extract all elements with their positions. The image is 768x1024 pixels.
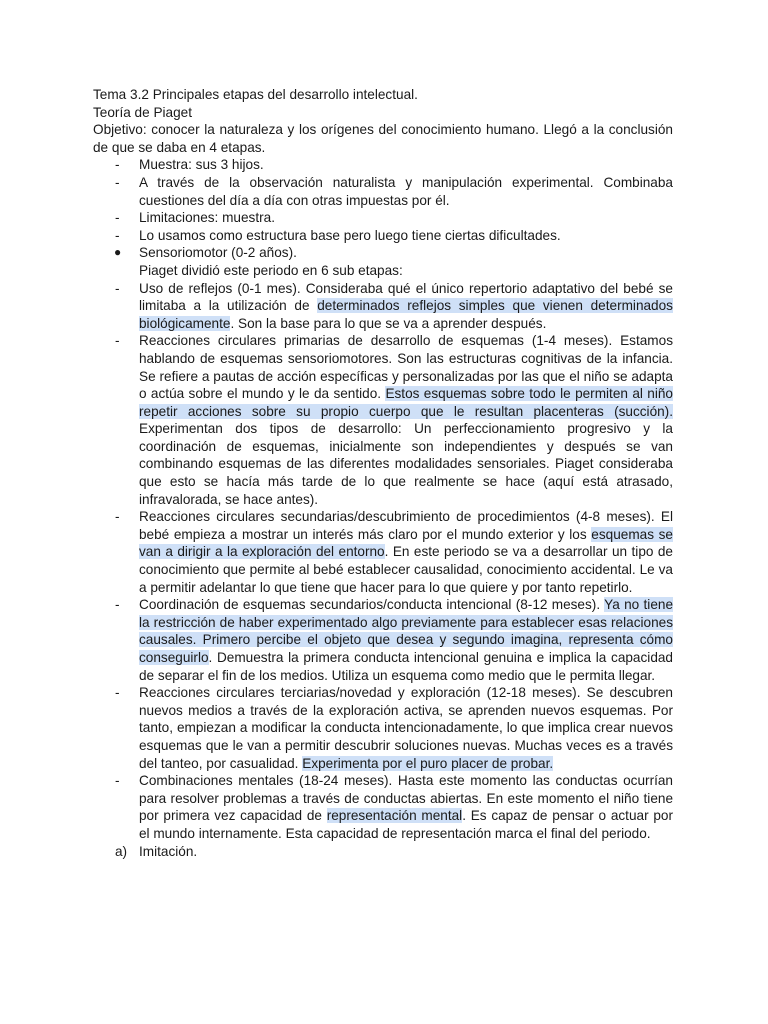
substage-text: Reacciones circulares terciarias/novedad y exploración (12-18 meses). Se descubren nuevos medios a través de la exploración activa, se aprenden nuevos esquemas. Por tanto, empiezan a modificar la conducta intencionadamente, lo que implica crear nuevos esquemas que le van a permitir descubrir soluciones nuevas. Muchas veces es a través del tanteo, por casualidad. — [139, 685, 673, 771]
dash-marker: - — [115, 685, 120, 701]
highlighted-text: Experimenta por el puro placer de probar. — [302, 755, 554, 771]
list-item — [93, 174, 673, 209]
dash-marker: - — [115, 174, 120, 190]
substage-text: Reacciones circulares primarias de desarrollo de esquemas (1-4 meses). Estamos hablando de esquemas sensoriomotores. Son las estructuras cognitivas de la infancia. Se refiere a pautas de acción específicas y personalizadas por las que el niño se adapta o actúa sobre el mundo y le da sentido. — [139, 333, 673, 402]
substage-item — [93, 596, 673, 684]
list-item-text: Limitaciones: muestra. — [139, 210, 275, 226]
list-item-text: A través de la observación naturalista y manipulación experimental. Combinaba cuestiones del día a día con otras impuestas por él. — [139, 174, 673, 208]
substage-item — [93, 772, 673, 842]
lettered-item-text: Imitación. — [139, 843, 198, 859]
bullet-marker: ● — [114, 245, 122, 260]
objective-paragraph: Objetivo: conocer la naturaleza y los orígenes del conocimiento humano. Llegó a la conclusión de que se daba en 4 etapas. — [93, 122, 673, 155]
dash-marker: - — [115, 157, 120, 173]
substage-text: Coordinación de esquemas secundarios/conducta intencional (8-12 meses). — [139, 597, 605, 613]
stage-note: Piaget dividió este periodo en 6 sub etapas: — [139, 262, 403, 278]
list-item — [93, 209, 673, 227]
substage-item — [93, 508, 673, 596]
dash-marker: - — [115, 509, 120, 525]
stage-item — [93, 244, 673, 279]
dash-marker: - — [115, 280, 120, 296]
stage-title: Sensoriomotor (0-2 años). — [139, 245, 297, 261]
dash-marker: - — [115, 773, 120, 789]
dash-marker: - — [115, 597, 120, 613]
substage-text: Reacciones circulares secundarias/descubrimiento de procedimientos (4-8 meses). El bebé empieza a mostrar un interés más claro por el mundo exterior y los — [139, 509, 673, 542]
dash-marker: - — [115, 210, 120, 226]
substage-text: Experimentan dos tipos de desarrollo: Un perfeccionamiento progresivo y la coordinación de esquemas, inicialmente son independientes y después se van combinando esquemas de las diferentes modalidades sensoriales. Piaget consideraba que esto se hacía más tarde de lo que realmente se hace (aquí está atrasado, infravalorada, se hace antes). — [139, 421, 673, 507]
lettered-item — [93, 843, 673, 861]
substage-item — [93, 280, 673, 333]
dash-marker: - — [115, 227, 120, 243]
substage-list — [93, 280, 673, 843]
dash-marker: - — [115, 333, 120, 349]
list-item — [93, 156, 673, 174]
substage-text: Uso de reflejos (0-1 mes). Consideraba qué el único repertorio adaptativo del bebé se limitaba a la utilización de — [139, 280, 673, 314]
substage-item — [93, 332, 673, 508]
highlighted-text: esquemas se van a dirigir a la exploración del entorno — [139, 526, 673, 560]
substage-text: . Son la base para lo que se va a aprender después. — [230, 315, 547, 331]
list-item — [93, 227, 673, 245]
list-item-text: Muestra: sus 3 hijos. — [139, 157, 264, 173]
substage-text: Combinaciones mentales (18-24 meses). Hasta este momento las conductas ocurrían para resolver problemas a través de conductas abiertas. En este momento el niño tiene por primera vez capacidad de — [139, 773, 673, 824]
highlighted-text: Estos esquemas sobre todo le permiten al niño repetir acciones sobre su propio cuerpo que le resultan placenteras (succión). — [139, 386, 673, 419]
list-item-text: Lo usamos como estructura base pero luego tiene ciertas dificultades. — [139, 227, 561, 243]
doc-title: Tema 3.2 Principales etapas del desarrollo intelectual. — [93, 87, 418, 102]
intro-list — [93, 156, 673, 244]
highlighted-text: determinados reflejos simples que vienen determinados biológicamente — [139, 298, 673, 331]
substage-text: . En este periodo se va a desarrollar un tipo de conocimiento que permite al bebé establecer causalidad, conocimiento accidental. Le va a permitir adelantar lo que tiene que hacer para lo que quiere y por tanto repetirlo. — [139, 544, 673, 595]
document-page — [93, 86, 673, 860]
substage-text: . Demuestra la primera conducta intencional genuina e implica la capacidad de separar el fin de los medios. Utiliza un esquema como medio que le permita llegar. — [139, 650, 673, 683]
letter-marker: a) — [115, 843, 128, 859]
substage-text: . Es capaz de pensar o actuar por el mundo internamente. Esta capacidad de representación marca el final del periodo. — [139, 808, 673, 841]
highlighted-text: representación mental — [326, 808, 463, 824]
doc-subtitle: Teoría de Piaget — [93, 104, 192, 120]
highlighted-text: Ya no tiene la restricción de haber experimentado algo previamente para establecer esas relaciones causales. Primero percibe el objeto que desea y segundo imagina, representa cómo conseguirlo — [139, 597, 674, 665]
substage-item — [93, 684, 673, 772]
